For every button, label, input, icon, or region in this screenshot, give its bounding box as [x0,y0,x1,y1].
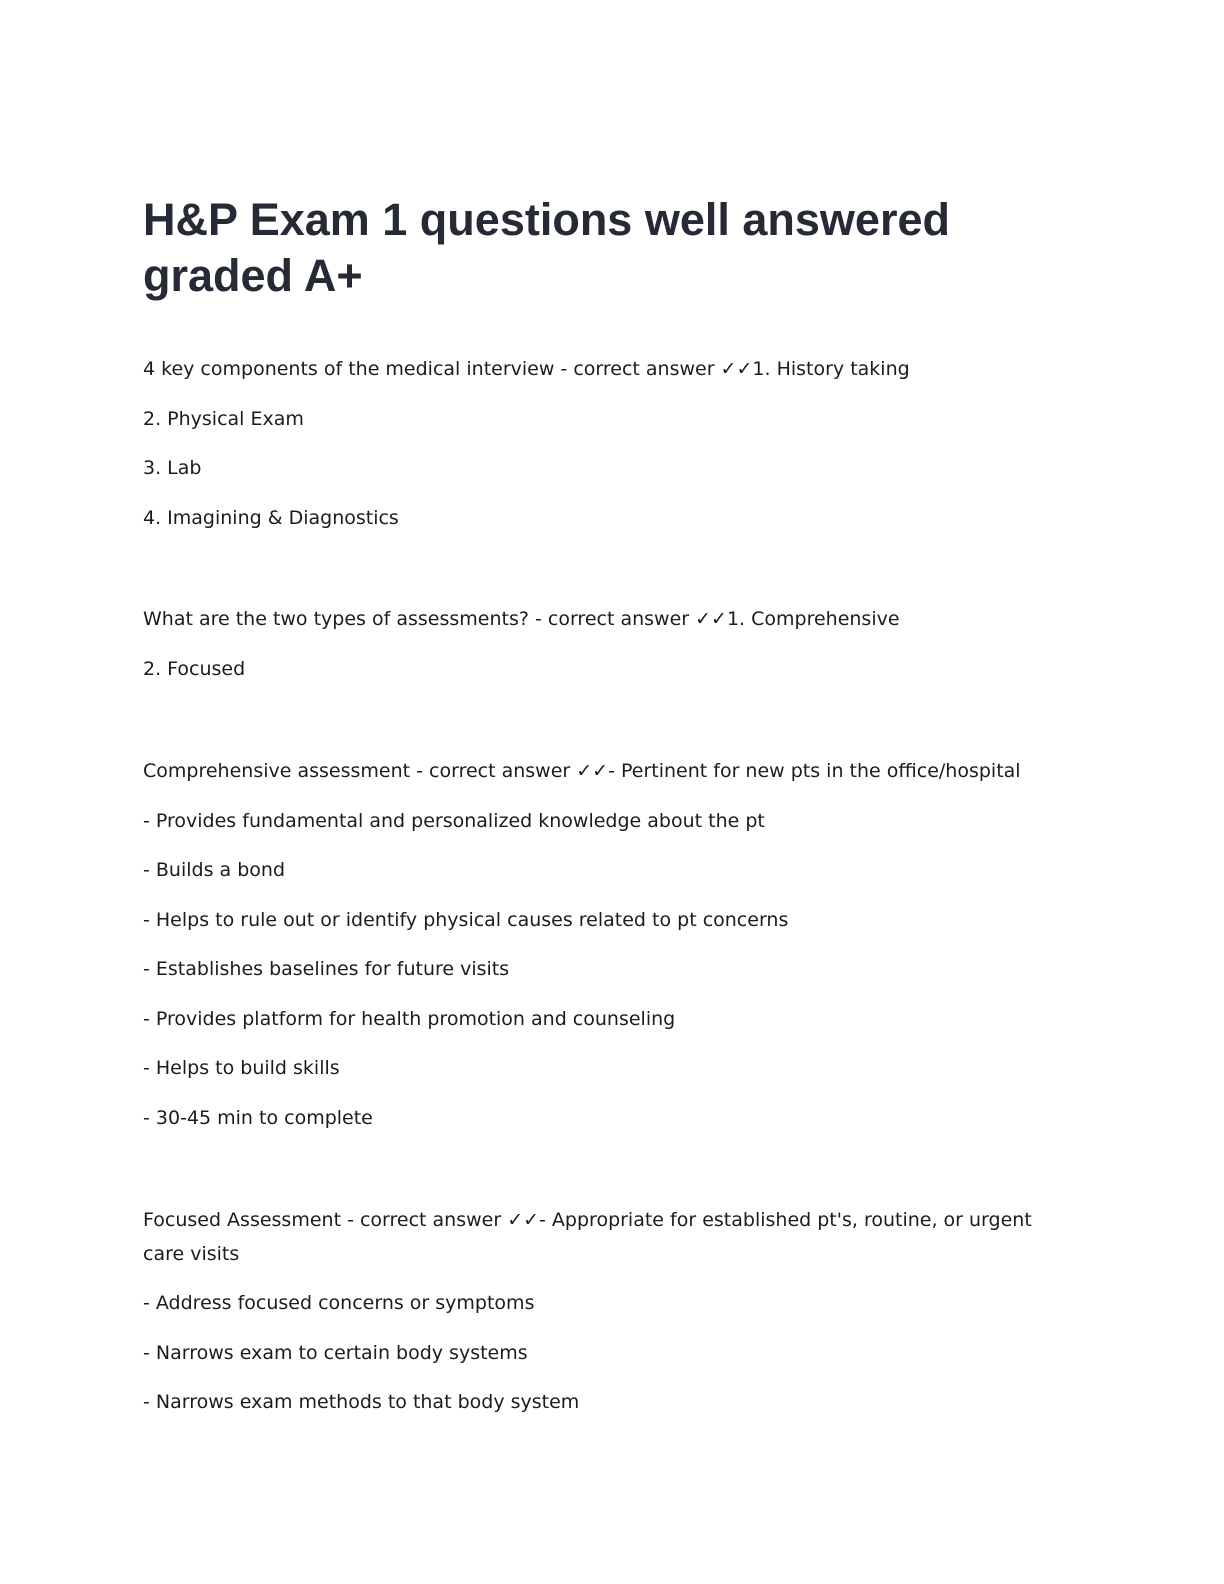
document-title: H&P Exam 1 questions well answered graded A+ [143,194,950,301]
question-1: 4 key components of the medical interview - correct answer ✓✓1. History taking [143,358,910,380]
answer-line: - Helps to rule out or identify physical causes related to pt concerns [143,909,789,931]
answer-line: - Establishes baselines for future visits [143,958,510,980]
question-3: Comprehensive assessment - correct answer ✓✓- Pertinent for new pts in the office/hospital [143,760,1021,782]
answer-line: - 30-45 min to complete [143,1107,373,1129]
answer-line: - Address focused concerns or symptoms [143,1292,535,1314]
answer-line: - Provides fundamental and personalized knowledge about the pt [143,810,765,832]
answer-line: 2. Focused [143,658,246,680]
answer-line: 3. Lab [143,457,202,479]
answer-line: - Provides platform for health promotion and counseling [143,1008,676,1030]
answer-line: 2. Physical Exam [143,408,304,430]
question-2: What are the two types of assessments? - correct answer ✓✓1. Comprehensive [143,608,900,630]
question-4: Focused Assessment - correct answer ✓✓- Appropriate for established pt's, routine, or urgent care visits [143,1209,1032,1265]
answer-line: 4. Imagining & Diagnostics [143,507,399,529]
answer-line: - Narrows exam to certain body systems [143,1342,528,1364]
answer-line: - Builds a bond [143,859,285,881]
answer-line: - Narrows exam methods to that body system [143,1391,580,1413]
answer-line: - Helps to build skills [143,1057,340,1079]
